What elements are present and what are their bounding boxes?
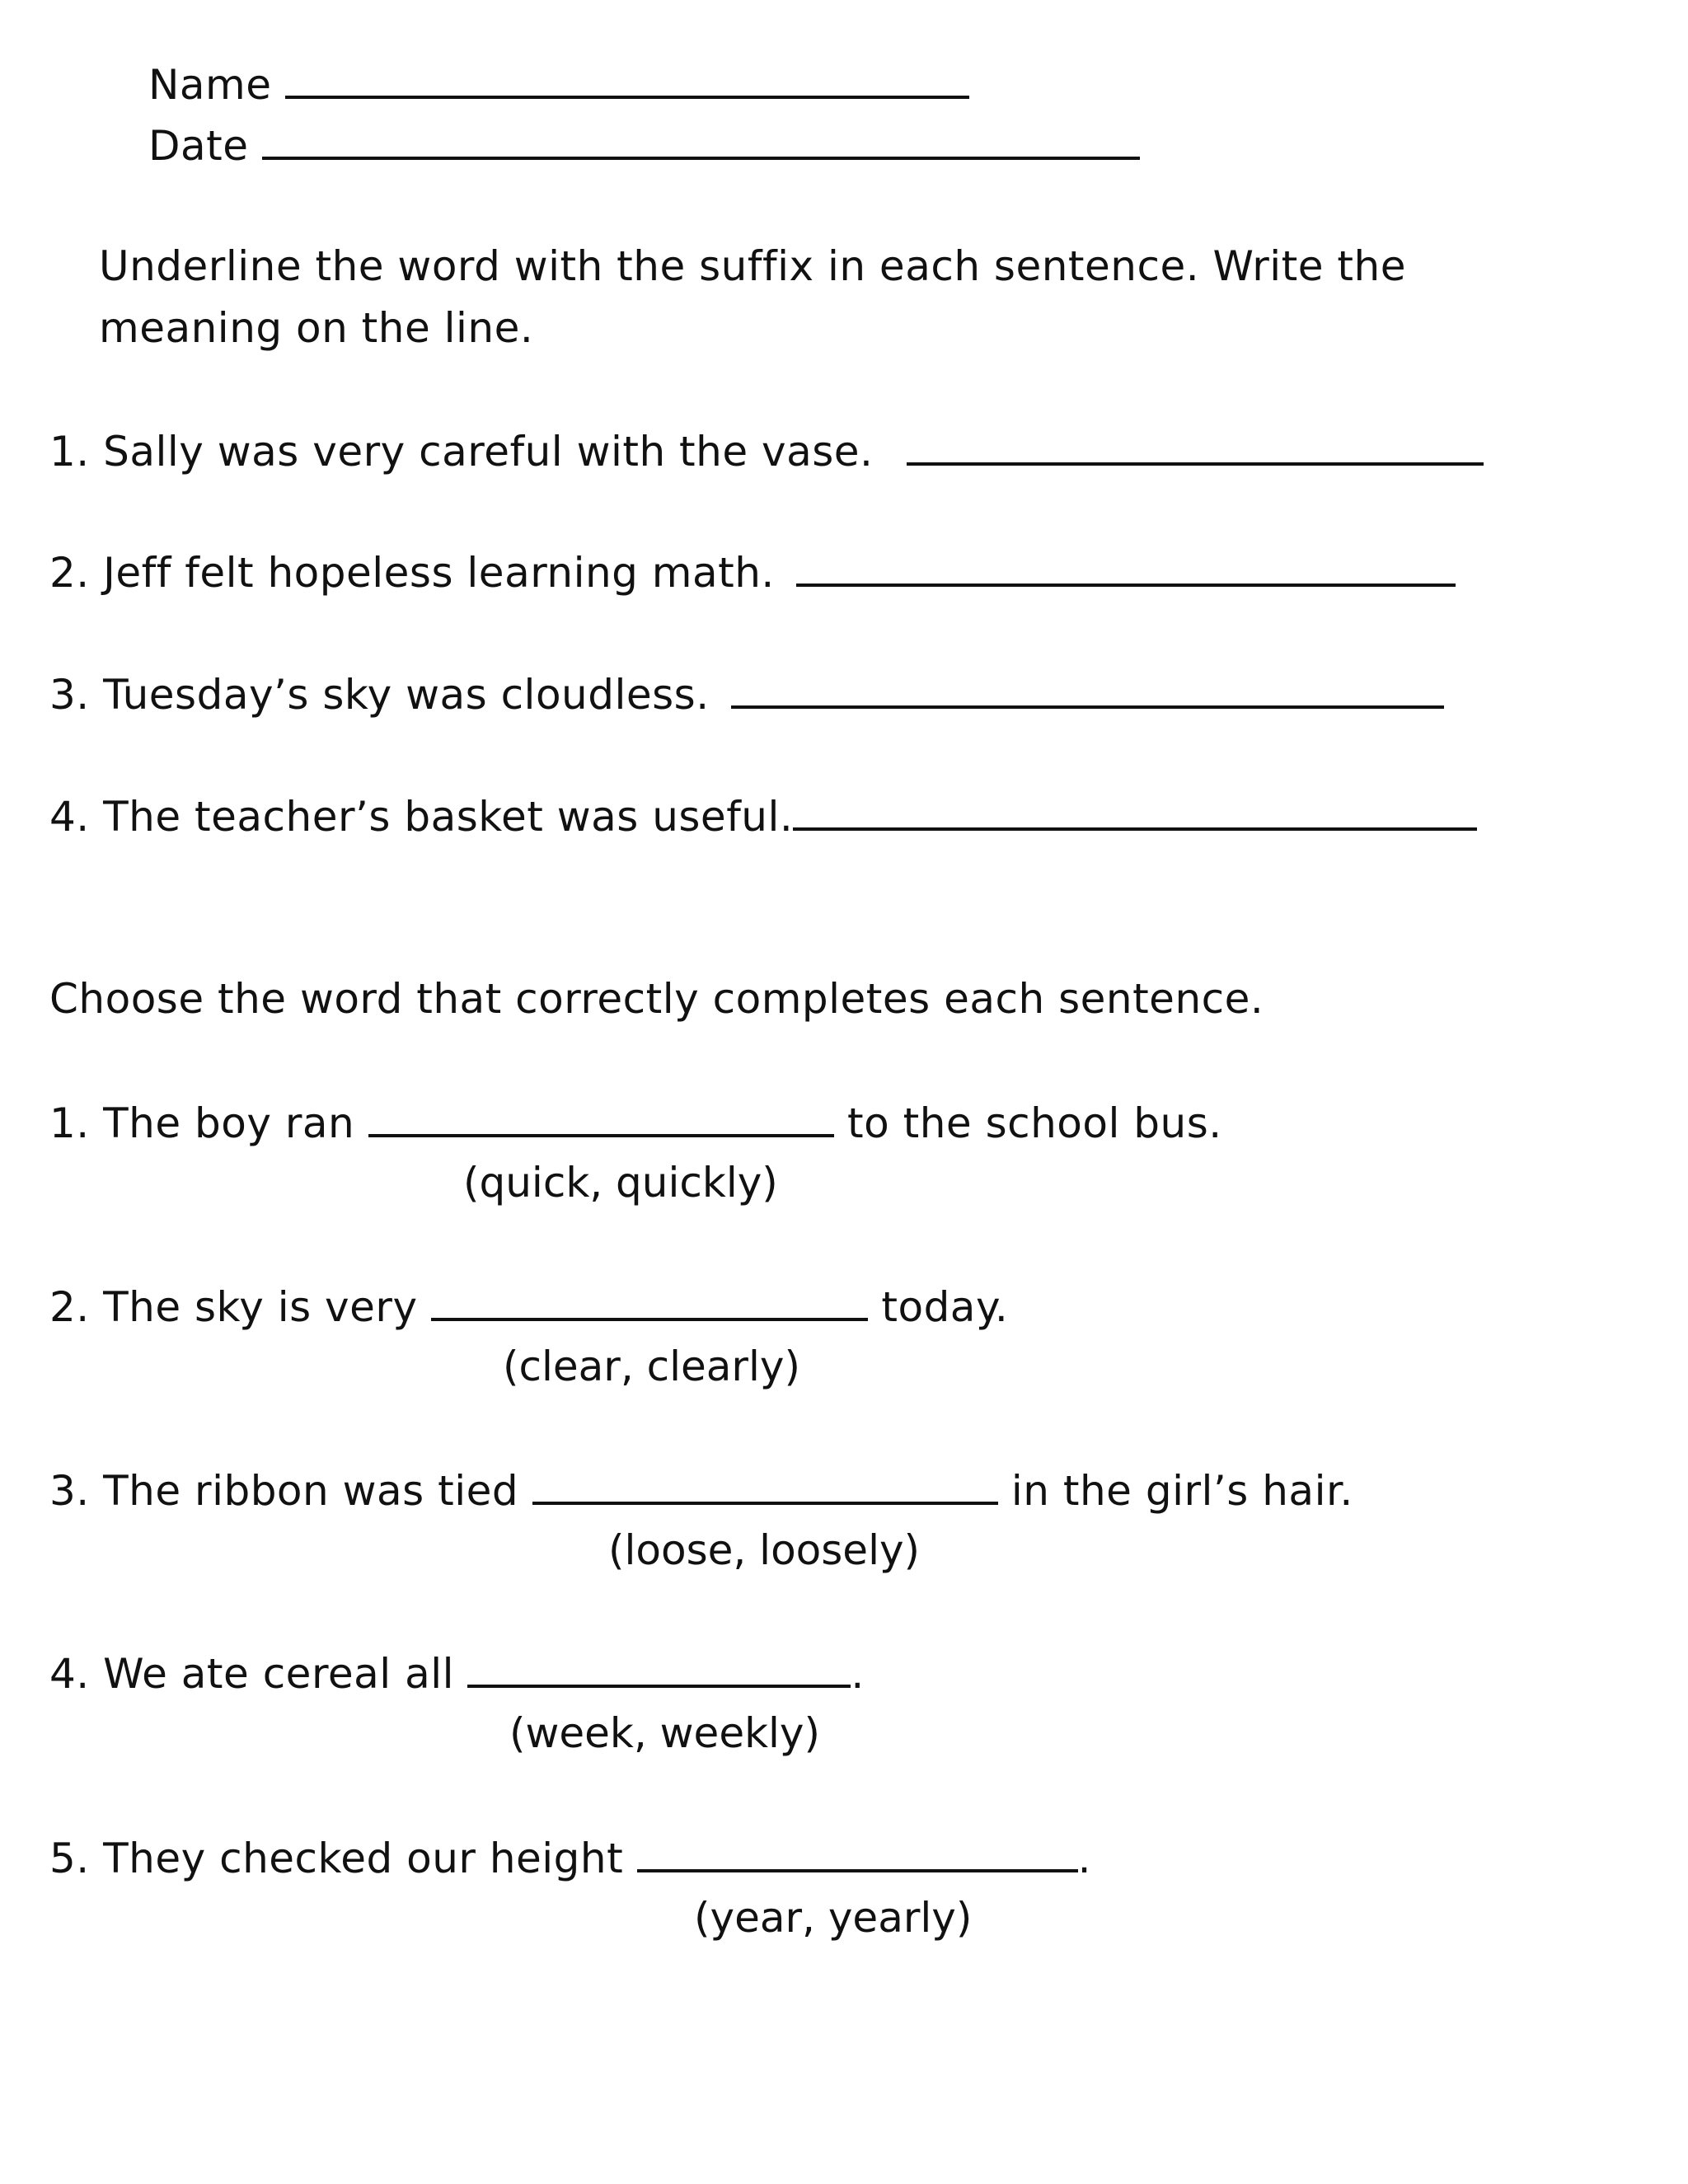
section2-item-3 xyxy=(49,1464,1353,1516)
sentence-after: today. xyxy=(881,1283,1009,1331)
item-sentence: The teacher’s basket was useful. xyxy=(103,793,794,841)
answer-blank[interactable] xyxy=(368,1096,834,1137)
item-number: 3. xyxy=(49,671,90,719)
sentence-after: . xyxy=(1077,1835,1092,1882)
section1-item-3 xyxy=(49,668,1444,719)
item-number: 1. xyxy=(49,1099,90,1147)
date-blank[interactable] xyxy=(262,119,1140,160)
meaning-blank[interactable] xyxy=(793,790,1477,831)
sentence-before: The ribbon was tied xyxy=(103,1467,519,1515)
sentence-after: . xyxy=(851,1650,865,1698)
meaning-blank[interactable] xyxy=(907,424,1484,466)
name-blank[interactable] xyxy=(285,58,969,99)
item-sentence: Sally was very careful with the vase. xyxy=(103,428,874,476)
item-number: 1. xyxy=(49,428,90,476)
section1-instructions-line1: Underline the word with the suffix in each sentence. Write the xyxy=(99,242,1406,290)
answer-blank[interactable] xyxy=(431,1280,868,1321)
sentence-after: in the girl’s hair. xyxy=(1010,1467,1353,1515)
name-label: Name xyxy=(148,61,272,109)
meaning-blank[interactable] xyxy=(796,546,1456,587)
date-row xyxy=(148,119,1140,171)
item-number: 2. xyxy=(49,1283,90,1331)
item-number: 4. xyxy=(49,1650,90,1698)
answer-blank[interactable] xyxy=(467,1647,851,1688)
sentence-before: They checked our height xyxy=(103,1835,624,1882)
item-number: 2. xyxy=(49,549,90,597)
sentence-before: The boy ran xyxy=(103,1099,355,1147)
section2-item-5 xyxy=(49,1831,1091,1883)
name-row xyxy=(148,58,969,110)
sentence-after: to the school bus. xyxy=(847,1099,1222,1147)
sentence-before: We ate cereal all xyxy=(103,1650,455,1698)
item-sentence: Tuesday’s sky was cloudless. xyxy=(103,671,710,719)
item-number: 4. xyxy=(49,793,90,841)
answer-blank[interactable] xyxy=(532,1464,998,1505)
choice-options: (clear, clearly) xyxy=(503,1343,800,1390)
meaning-blank[interactable] xyxy=(731,668,1444,709)
section2-item-2 xyxy=(49,1280,1008,1332)
answer-blank[interactable] xyxy=(637,1831,1078,1872)
section1-item-1 xyxy=(49,424,1484,476)
section2-instructions: Choose the word that correctly completes each sentence. xyxy=(49,975,1264,1023)
choice-options: (week, weekly) xyxy=(509,1709,821,1757)
choice-options: (year, yearly) xyxy=(694,1894,973,1942)
item-number: 5. xyxy=(49,1835,90,1882)
choice-options: (loose, loosely) xyxy=(608,1526,921,1574)
section2-item-4 xyxy=(49,1647,865,1699)
choice-options: (quick, quickly) xyxy=(463,1159,778,1207)
section1-instructions-line2: meaning on the line. xyxy=(99,304,534,352)
sentence-before: The sky is very xyxy=(103,1283,418,1331)
section2-item-1 xyxy=(49,1096,1222,1148)
date-label: Date xyxy=(148,122,249,170)
item-sentence: Jeff felt hopeless learning math. xyxy=(103,549,775,597)
section1-item-4 xyxy=(49,790,1477,841)
section1-item-2 xyxy=(49,546,1456,598)
item-number: 3. xyxy=(49,1467,90,1515)
